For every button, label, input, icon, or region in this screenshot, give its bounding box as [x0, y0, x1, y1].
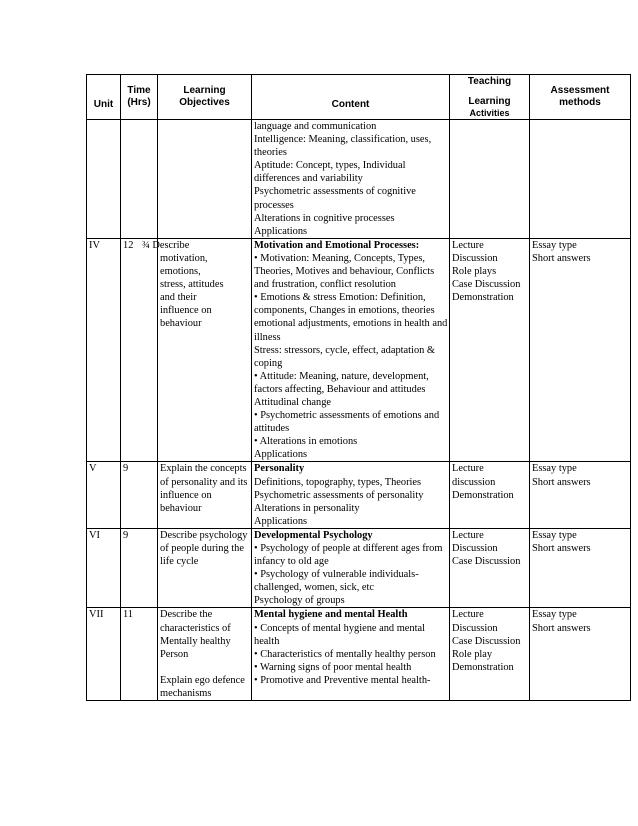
- unit-cell: VII: [87, 608, 121, 701]
- header-teaching-line2: Learning: [468, 96, 511, 107]
- content-cell: [252, 462, 450, 528]
- content-line: Psychometric assessments of personality: [254, 489, 424, 501]
- content-line: Applications: [254, 515, 308, 527]
- teaching-activity: discussion: [452, 476, 496, 488]
- time-cell: 12: [121, 238, 158, 462]
- content-line: • Psychometric assessments of emotions and attitudes: [254, 410, 440, 435]
- table-row: [87, 238, 631, 462]
- assessment-method: Essay type: [532, 239, 577, 251]
- assessment-cell: [530, 238, 631, 462]
- teaching-activity: Case Discussion: [452, 279, 521, 291]
- header-teaching-line3: Activities: [469, 108, 510, 118]
- table-row: [87, 462, 631, 528]
- content-line: Stress: stressors, cycle, effect, adaptation & coping: [254, 344, 436, 369]
- header-unit: Unit: [87, 75, 121, 120]
- teaching-activity: Discussion: [452, 622, 498, 634]
- objective-text: stress, attitudes: [160, 279, 224, 291]
- table-row: [87, 528, 631, 608]
- assessment-cell: [530, 462, 631, 528]
- teaching-activity: Discussion: [452, 543, 498, 554]
- content-line: Definitions, topography, types, Theories: [254, 476, 422, 488]
- teaching-activity: Case Discussion: [452, 556, 521, 568]
- objective-text: and their: [160, 292, 197, 304]
- assessment-method: Essay type: [532, 609, 577, 621]
- content-heading: Personality: [254, 463, 305, 475]
- assessment-method: Essay type: [532, 529, 577, 541]
- content-line: Aptitude: Concept, types, Individual differences and variability: [254, 160, 406, 185]
- objectives-cell: [158, 608, 252, 701]
- header-content: Content: [252, 75, 450, 120]
- teaching-activities-cell: [450, 608, 530, 701]
- teaching-activity: Demonstration: [452, 489, 514, 501]
- objectives-cell: [158, 528, 252, 608]
- header-teaching-line1: Teaching: [467, 76, 512, 87]
- content-line: language and communication: [254, 121, 377, 132]
- content-line: Alterations in personality: [254, 502, 360, 514]
- teaching-activity: Case Discussion: [452, 635, 521, 647]
- teaching-activity: Role plays: [452, 266, 497, 278]
- teaching-activities-cell: [450, 528, 530, 608]
- unit-cell: VI: [87, 528, 121, 608]
- objectives-cell: [142, 238, 252, 462]
- assessment-method: Essay type: [532, 463, 577, 475]
- content-line: • Attitude: Meaning, nature, development, factors affecting, Behaviour and attitudes: [254, 370, 429, 395]
- objective-text: motivation,: [160, 252, 208, 264]
- objective-text: ¾ Describe: [142, 239, 190, 251]
- content-line: • Characteristics of mentally healthy person: [254, 648, 436, 660]
- teaching-activity: Lecture: [452, 609, 484, 621]
- table-row: [87, 120, 631, 239]
- teaching-activities-cell: [450, 462, 530, 528]
- teaching-activities-cell: [450, 238, 530, 462]
- header-assessment: Assessment methods: [530, 75, 631, 120]
- table-row: [87, 608, 631, 701]
- objective-text: influence on: [160, 305, 212, 317]
- time-cell: [121, 120, 158, 239]
- content-line: • Alterations in emotions: [254, 436, 358, 448]
- teaching-activity: Lecture: [452, 463, 484, 475]
- teaching-activity: Lecture: [452, 529, 484, 541]
- content-line: • Psychology of people at different ages from infancy to old age: [254, 543, 443, 568]
- time-cell: 11: [121, 608, 158, 701]
- content-line: Intelligence: Meaning, classification, uses, theories: [254, 134, 432, 159]
- content-line: • Motivation: Meaning, Concepts, Types, Theories, Motives and behaviour, Conflicts and frustration, conflict resolution: [254, 252, 435, 291]
- content-line: • Promotive and Preventive mental health-: [254, 674, 431, 686]
- content-cell: [252, 528, 450, 608]
- objectives-cell: [158, 462, 252, 528]
- content-line: Psychometric assessments of cognitive processes: [254, 186, 416, 211]
- unit-cell: V: [87, 462, 121, 528]
- assessment-cell: [530, 528, 631, 608]
- content-line: Applications: [254, 225, 308, 237]
- header-row: [87, 75, 631, 120]
- content-cell: [252, 120, 450, 239]
- teaching-activity: Role play: [452, 648, 493, 660]
- unit-cell: IV: [87, 238, 121, 462]
- content-heading: Developmental Psychology: [254, 529, 373, 541]
- assessment-method: Short answers: [532, 476, 591, 488]
- objectives-cell: [158, 120, 252, 239]
- objective-text: Explain ego defence mechanisms: [160, 674, 245, 699]
- table-body: [87, 120, 631, 701]
- objective-text: behaviour: [160, 318, 202, 330]
- content-line: Psychology of groups: [254, 595, 345, 607]
- content-line: Applications: [254, 449, 308, 461]
- syllabus-table: [86, 74, 631, 701]
- objective-text: Explain the concepts of personality and its influence on behaviour: [160, 463, 248, 514]
- content-heading: Motivation and Emotional Processes:: [254, 239, 420, 251]
- header-time: Time (Hrs): [121, 75, 158, 120]
- objective-text: Describe the characteristics of Mentally healthy Person: [160, 609, 231, 660]
- teaching-activity: Demonstration: [452, 292, 514, 304]
- content-line: • Emotions & stress Emotion: Definition, components, Changes in emotions, theories emotional adjustments, emotions in health and illness: [254, 292, 448, 343]
- teaching-activity: Demonstration: [452, 661, 514, 673]
- assessment-cell: [530, 120, 631, 239]
- header-teaching: [450, 75, 530, 120]
- teaching-activity: Discussion: [452, 252, 498, 264]
- content-line: Alterations in cognitive processes: [254, 212, 395, 224]
- content-line: • Concepts of mental hygiene and mental health: [254, 622, 425, 647]
- content-cell: [252, 608, 450, 701]
- time-cell: 9: [121, 528, 158, 608]
- assessment-method: Short answers: [532, 543, 591, 554]
- objective-text: Describe psychology of people during the life cycle: [160, 529, 248, 568]
- content-line: • Psychology of vulnerable individuals-challenged, women, sick, etc: [254, 569, 419, 594]
- header-objectives: Learning Objectives: [158, 75, 252, 120]
- time-cell: 9: [121, 462, 158, 528]
- unit-cell: [87, 120, 121, 239]
- content-line: • Warning signs of poor mental health: [254, 661, 412, 673]
- teaching-activities-cell: [450, 120, 530, 239]
- content-line: Attitudinal change: [254, 396, 332, 408]
- content-cell: [252, 238, 450, 462]
- teaching-activity: Lecture: [452, 239, 484, 251]
- assessment-cell: [530, 608, 631, 701]
- assessment-method: Short answers: [532, 252, 591, 264]
- content-heading: Mental hygiene and mental Health: [254, 609, 408, 621]
- assessment-method: Short answers: [532, 622, 591, 634]
- objective-text: emotions,: [160, 266, 201, 278]
